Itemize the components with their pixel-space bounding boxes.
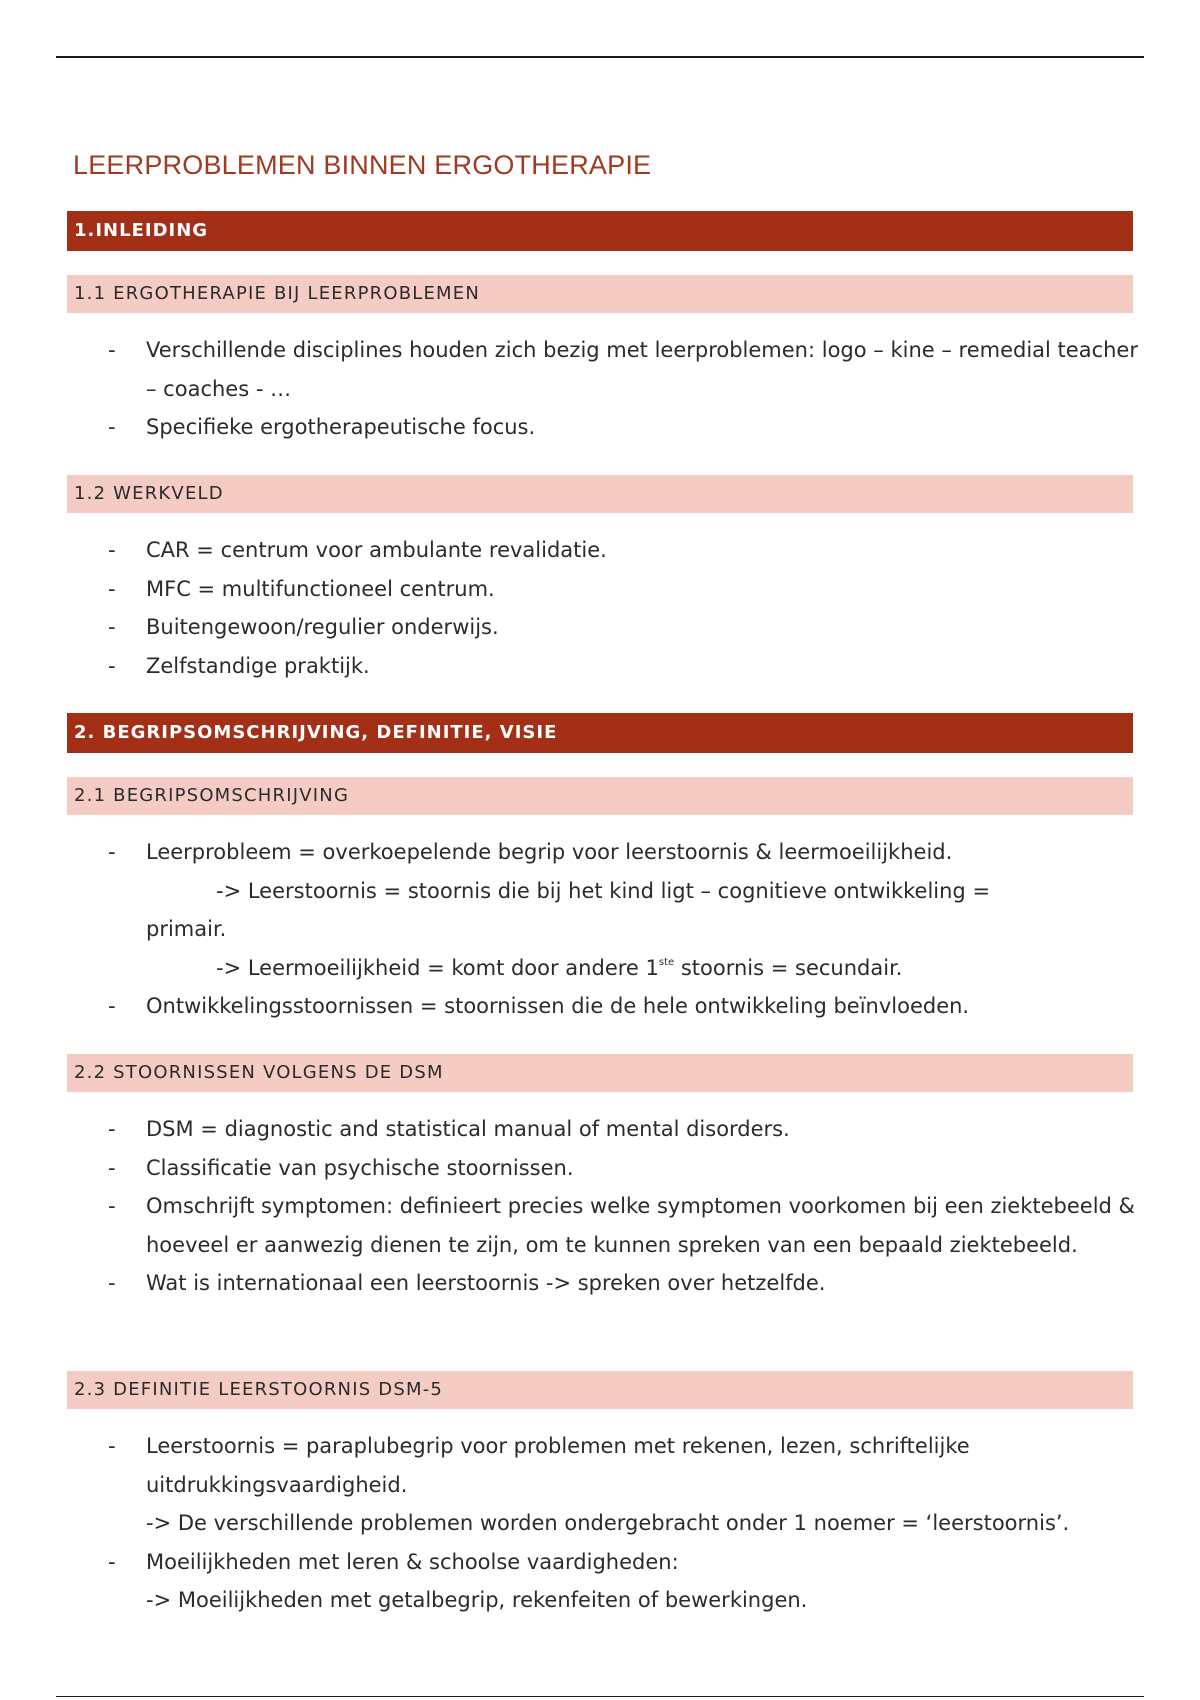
sub-item: -> Leermoeilijkheid = komt door andere 1ste stoornis = secundair. (216, 955, 903, 980)
heading-2-3: 2.3 DEFINITIE LEERSTOORNIS DSM-5 (67, 1371, 1133, 1409)
bullet: - (108, 338, 116, 362)
bottom-rule (56, 1696, 1144, 1697)
list-1-2 (0, 531, 1200, 685)
list-2-1 (0, 833, 1200, 1026)
list-item: - Classificatie van psychische stoornissen. (0, 1149, 1200, 1188)
list-2-3 (0, 1427, 1200, 1620)
bullet: - (108, 653, 116, 678)
list-item: - Omschrijft symptomen: definieert precies welke symptomen voorkomen bij een ziektebeeld & hoeveel er aanwezig dienen te zijn, om te kunnen spreken van een bepaald ziektebeeld. (0, 1187, 1200, 1264)
bullet: - (108, 615, 116, 639)
list-item: - Leerprobleem = overkoepelende begrip voor leerstoornis & leermoeilijkheid. -> Leerstoornis = stoornis die bij het kind ligt – cognitieve ontwikkeling = primair. -> Leermoeilijkheid = komt door andere 1ste stoornis = secundair. (0, 833, 1200, 987)
list-item: - Moeilijkheden met leren & schoolse vaardigheden: -> Moeilijkheden met getalbegrip, rekenfeiten of bewerkingen. (0, 1543, 1200, 1620)
sub-item-continuation: primair. (146, 917, 227, 941)
list-item: - Specifieke ergotherapeutische focus. (0, 408, 1200, 447)
list-item: - DSM = diagnostic and statistical manual of mental disorders. (0, 1110, 1200, 1149)
list-item: - Wat is internationaal een leerstoornis -> spreken over hetzelfde. (0, 1264, 1200, 1303)
list-item: - Buitengewoon/regulier onderwijs. (0, 608, 1200, 647)
list-item: - CAR = centrum voor ambulante revalidatie. (0, 531, 1200, 570)
bullet: - (108, 576, 116, 601)
bullet: - (108, 538, 116, 562)
top-rule (56, 56, 1144, 58)
bullet: - (108, 840, 116, 864)
list-item: - Leerstoornis = paraplubegrip voor problemen met rekenen, lezen, schriftelijke uitdrukkingsvaardigheid. -> De verschillende problemen worden ondergebracht onder 1 noemer = ‘leerstoornis’. (0, 1427, 1200, 1543)
heading-1-inleiding: 1.INLEIDING (67, 211, 1133, 251)
list-item: - MFC = multifunctioneel centrum. (0, 570, 1200, 609)
bullet: - (108, 1117, 116, 1141)
heading-2-begripsomschrijving: 2. BEGRIPSOMSCHRIJVING, DEFINITIE, VISIE (67, 713, 1133, 753)
list-2-2 (0, 1110, 1200, 1303)
sub-item: -> De verschillende problemen worden ondergebracht onder 1 noemer = ‘leerstoornis’. (146, 1511, 1070, 1535)
bullet: - (108, 1434, 116, 1458)
bullet: - (108, 1549, 116, 1574)
document-title: LEERPROBLEMEN BINNEN ERGOTHERAPIE (73, 150, 652, 180)
list-item: - Ontwikkelingsstoornissen = stoornissen die de hele ontwikkeling beïnvloeden. (0, 987, 1200, 1026)
sub-item: -> Leerstoornis = stoornis die bij het kind ligt – cognitieve ontwikkeling = (216, 878, 991, 903)
list-item: - Zelfstandige praktijk. (0, 647, 1200, 686)
heading-2-1: 2.1 BEGRIPSOMSCHRIJVING (67, 777, 1133, 815)
heading-2-2: 2.2 STOORNISSEN VOLGENS DE DSM (67, 1054, 1133, 1092)
list-1-1 (0, 331, 1200, 447)
bullet: - (108, 994, 116, 1018)
bullet: - (108, 1155, 116, 1180)
bullet: - (108, 1271, 116, 1295)
bullet: - (108, 415, 116, 439)
heading-1-1: 1.1 ERGOTHERAPIE BIJ LEERPROBLEMEN (67, 275, 1133, 313)
bullet: - (108, 1194, 116, 1218)
sub-item: -> Moeilijkheden met getalbegrip, rekenfeiten of bewerkingen. (146, 1588, 808, 1612)
heading-1-2: 1.2 WERKVELD (67, 475, 1133, 513)
list-item: - Verschillende disciplines houden zich bezig met leerproblemen: logo – kine – remedial teacher – coaches - … (0, 331, 1200, 408)
